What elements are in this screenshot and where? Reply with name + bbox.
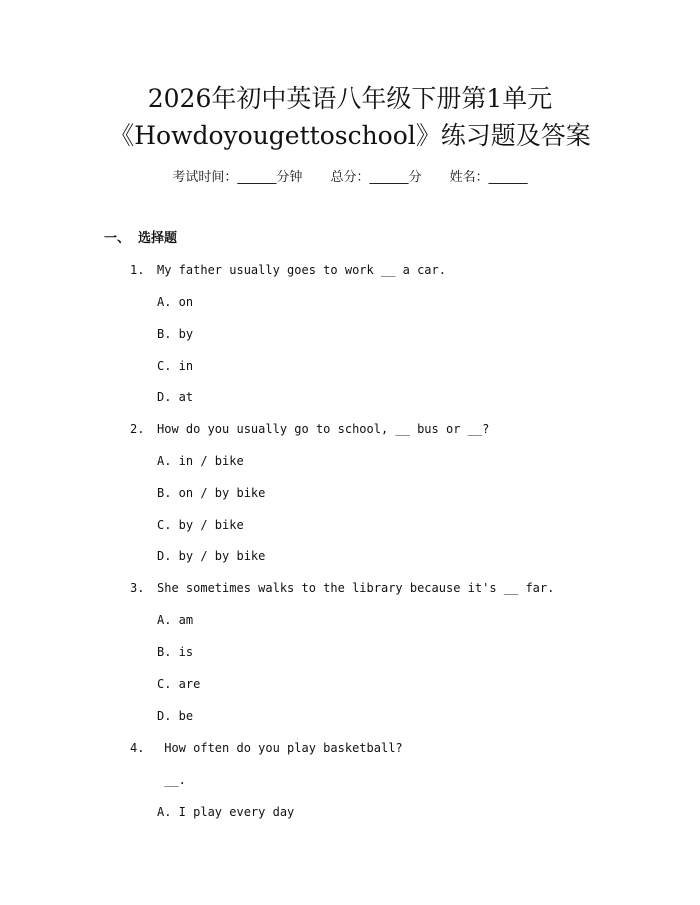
document-title-line-1: 2026年初中英语八年级下册第1单元 [147,84,553,113]
answer-blank: __. [157,773,186,787]
question-number: 4. [130,741,145,755]
option-c: C. in [157,359,194,373]
option-d: D. be [157,709,194,723]
option-d: D. at [157,390,194,404]
question-text: How do you usually go to school, __ bus or __? [157,422,490,436]
question-number: 2. [130,422,145,436]
exam-time-field: 考试时间：______分钟 [172,170,303,185]
section-title: 选择题 [138,231,178,246]
option-b: B. is [157,645,194,659]
exam-score-field: 总分：______分 [330,170,422,185]
option-a: A. I play every day [157,805,295,819]
question-text: How often do you play basketball? [157,741,403,755]
question-number: 1. [130,263,145,277]
section-heading [104,229,177,249]
option-a: A. am [157,613,194,627]
option-c: C. by / bike [157,518,244,532]
document-title-line-2: 《Howdoyougettoschool》练习题及答案 [109,121,591,150]
question-text: She sometimes walks to the library because it's __ far. [157,581,555,595]
option-b: B. on / by bike [157,486,266,500]
option-a: A. in / bike [157,454,244,468]
option-d: D. by / by bike [157,549,266,563]
option-a: A. on [157,295,194,309]
option-c: C. are [157,677,201,691]
section-number: 一、 [104,231,131,246]
exam-meta-info [0,168,700,188]
option-b: B. by [157,327,194,341]
exam-name-field: 姓名：______ [449,170,528,185]
question-text: My father usually goes to work __ a car. [157,263,446,277]
question-number: 3. [130,581,145,595]
